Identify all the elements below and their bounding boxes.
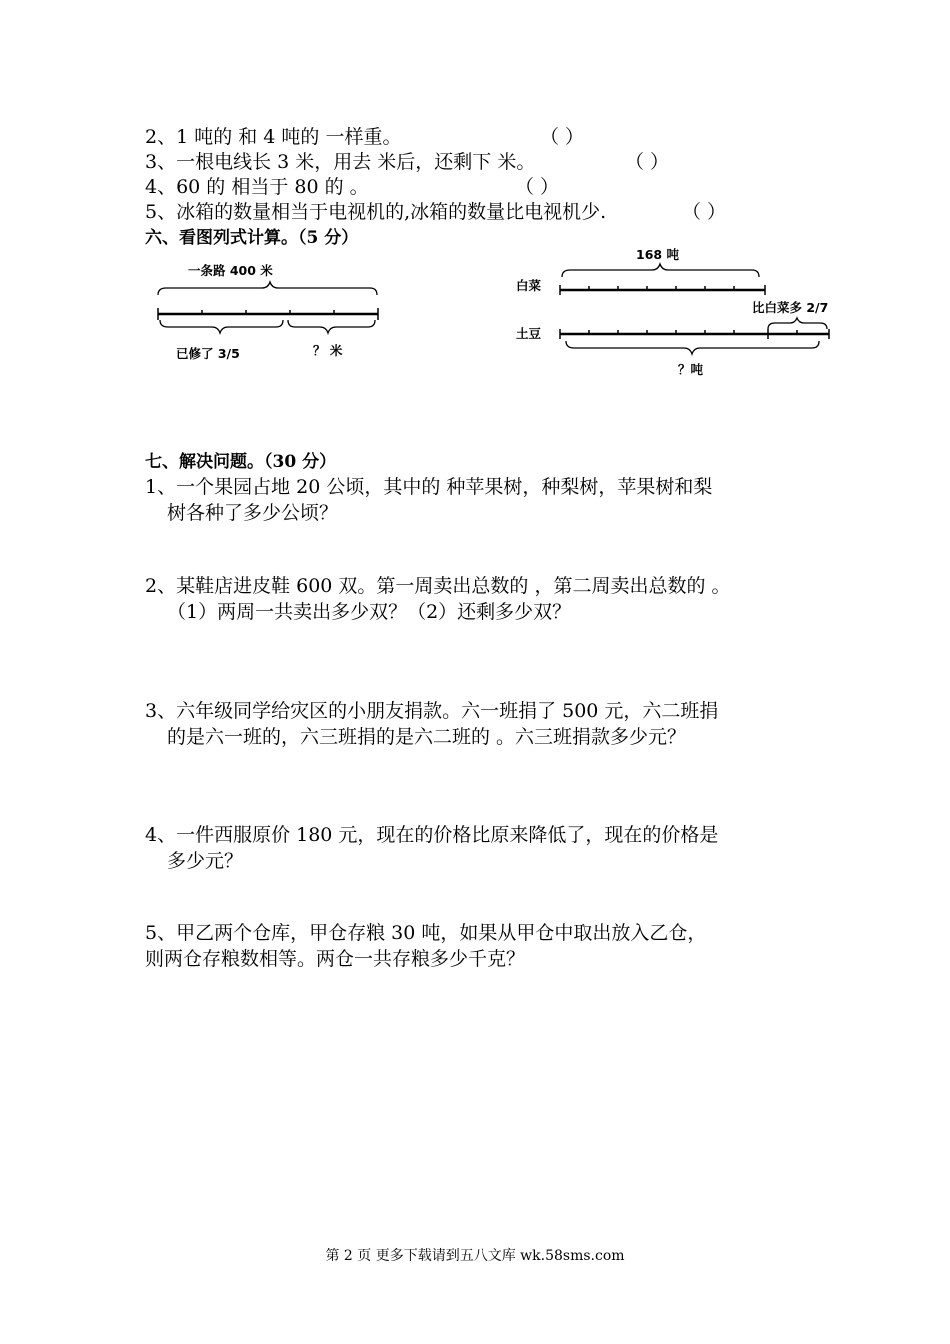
problem-5-line1: 5、甲乙两个仓库，甲仓存粮 30 吨，如果从甲仓中取出放入乙仓， [145,922,707,944]
judge-answer-paren-3: （ ） [625,151,670,173]
diagram-road-total-label: 一条路 400 米 [188,263,273,278]
section6-title: 六、看图列式计算。（5 分） [145,228,359,248]
judge-question-3-text: 3、一根电线长 3 米，用去 米后，还剩下 米。 [145,151,536,173]
problem-3 [145,698,718,750]
judge-answer-paren-2: （ ） [540,126,585,148]
judge-answer-paren-4: （ ） [515,176,560,198]
problem-1 [145,474,712,526]
diagram-veg-row1-label: 白菜 [516,278,542,293]
diagram-road-left-label: ？ 米 [313,343,343,358]
judge-question-2-text: 2、1 吨的 和 4 吨的 一样重。 [145,126,402,148]
diagram-veg-row2-label: 土豆 [516,326,542,341]
diagram-veg-extra-brace [768,318,827,329]
problem-4 [145,822,718,874]
diagram-veg-top-amount: 168 吨 [636,247,679,262]
diagram-veg-unknown-label: ？吨 [678,362,704,377]
problem-5 [145,920,706,972]
judge-question-4-text: 4、60 的 相当于 80 的 。 [145,176,369,198]
diagram-veg-bottom-brace [566,341,819,354]
problem-3-line1: 3、六年级同学给灾区的小朋友捐款。六一班捐了 500 元，六二班捐 [145,700,719,722]
page-footer: 第 2 页 更多下载请到五八文库 wk.58sms.com [325,1248,625,1264]
diagram-road-done-label: 已修了 3/5 [176,346,240,361]
section7-title: 七、解决问题。（30 分） [145,452,337,472]
problem-4-line2: 多少元？ [167,850,244,872]
problem-3-line2: 的是六一班的，六三班捐的是六二班的 。六三班捐款多少元？ [167,726,687,748]
problem-2 [145,573,731,625]
judge-question-5-text: 5、冰箱的数量相当于电视机的,冰箱的数量比电视机少. [145,201,607,223]
problem-2-line1: 2、某鞋店进皮鞋 600 双。第一周卖出总数的 ，第二周卖出总数的 。 [145,575,731,597]
problem-5-line2: 则两仓存粮数相等。两仓一共存粮多少千克？ [145,948,526,970]
problem-1-line1: 1、一个果园占地 20 公顷，其中的 种苹果树，种梨树，苹果树和梨 [145,476,713,498]
diagram-veg-top-brace [562,264,759,277]
diagram-vegetables [0,0,950,400]
problem-1-line2: 树各种了多少公顷？ [167,502,339,524]
problem-4-line1: 4、一件西服原价 180 元，现在的价格比原来降低了，现在的价格是 [145,824,719,846]
judge-answer-paren-5: （ ） [682,201,727,223]
problem-2-line2: （1）两周一共卖出多少双？（2）还剩多少双？ [167,601,572,623]
diagram-veg-extra-label: 比白菜多 2/7 [752,300,829,315]
